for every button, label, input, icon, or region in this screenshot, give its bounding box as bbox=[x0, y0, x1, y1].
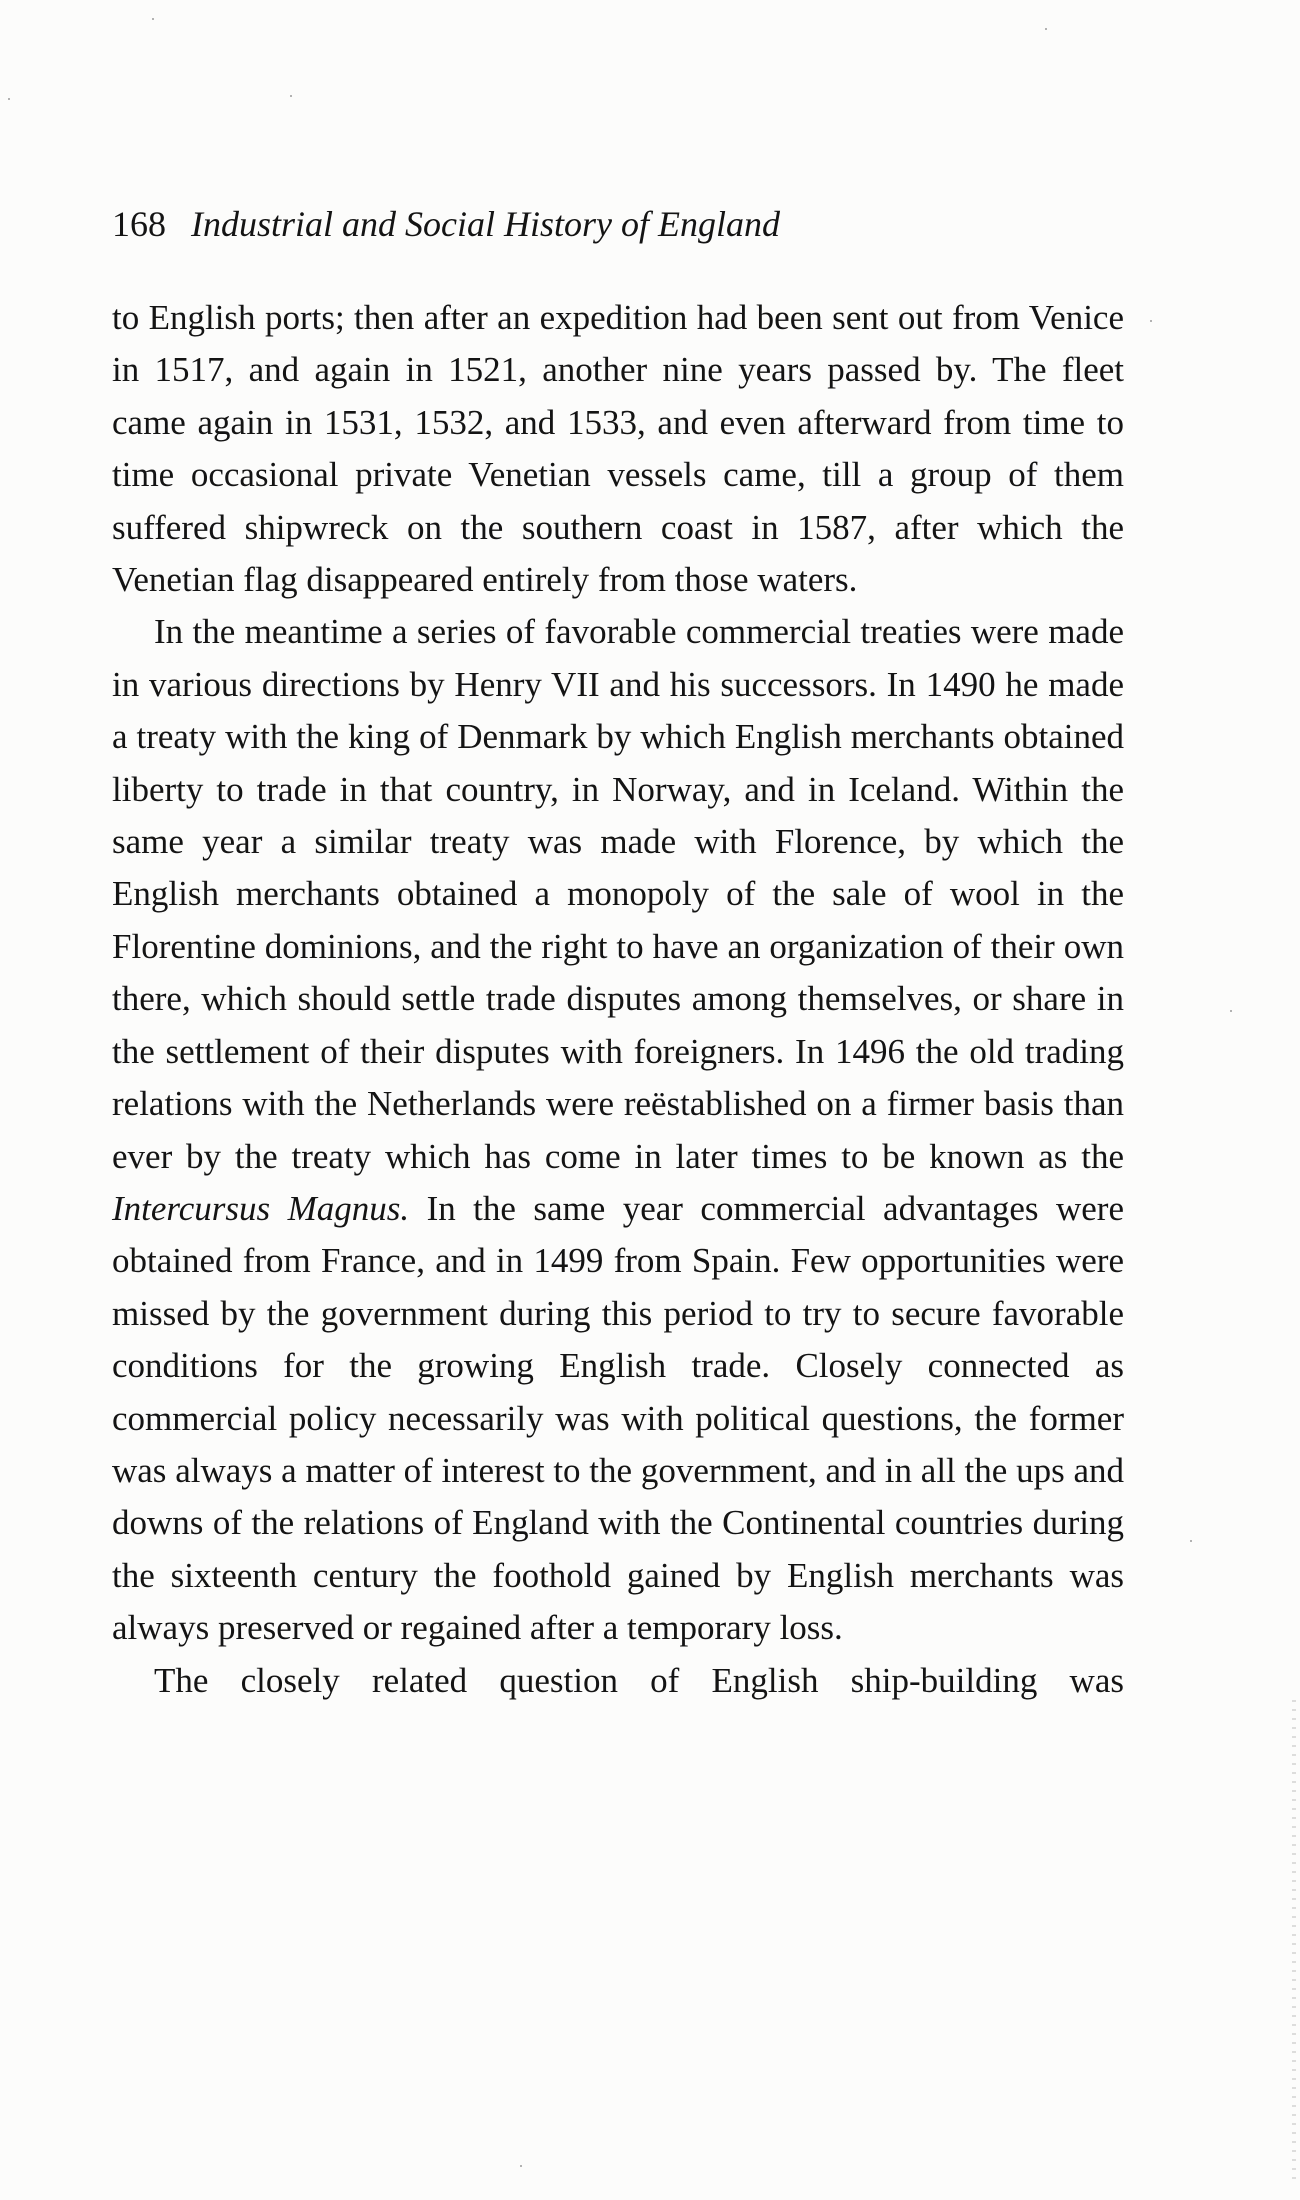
scan-speck bbox=[520, 2165, 522, 2167]
paragraph-2-text-before: In the meantime a series of favorable commercial treaties were made in various directions by Henry VII and his successors. In 1490 he made a treaty with the king of Denmark by which English merchants obtained liberty to trade in that country, in Norway, and in Iceland. Within the same year a similar treaty was made with Florence, by which the English merchants obtained a monopoly of the sale of wool in the Florentine dominions, and the right to have an organization of their own there, which should settle trade disputes among themselves, or share in the settlement of their disputes with foreigners. In 1496 the old trading relations with the Netherlands were reëstablished on a firmer basis than ever by the treaty which has come in later times to be known as the bbox=[112, 612, 1124, 1176]
running-title: Industrial and Social History of England bbox=[191, 204, 780, 244]
scan-speck bbox=[1045, 28, 1047, 30]
scan-edge-marks bbox=[1292, 1700, 1296, 2180]
paragraph-3: The closely related question of English ship-building was bbox=[154, 1660, 1124, 1700]
running-header bbox=[112, 198, 1122, 250]
body-text bbox=[112, 292, 1124, 1707]
intercursus-magnus-italic: Intercursus Magnus. bbox=[112, 1188, 410, 1228]
scan-speck bbox=[1190, 1540, 1192, 1542]
paragraph-1: to English ports; then after an expedition had been sent out from Venice in 1517, and again in 1521, another nine years passed by. The fleet came again in 1531, 1532, and 1533, and even afterward from time to time occasional private Venetian vessels came, till a group of them suffered shipwreck on the southern coast in 1587, after which the Venetian flag disappeared entirely from those waters. bbox=[112, 298, 1124, 600]
scan-speck bbox=[1230, 1010, 1232, 1012]
page-number: 168 bbox=[112, 204, 166, 244]
paragraph-2 bbox=[112, 606, 1124, 1654]
scan-speck bbox=[290, 95, 292, 97]
scan-speck bbox=[1150, 320, 1152, 322]
paragraph-2-text-after: In the same year commercial advantages were obtained from France, and in 1499 from Spain. Few opportunities were missed by the government during this period to try to secure favorable conditions for the growing English trade. Closely connected as commercial policy necessarily was with political questions, the former was always a matter of interest to the government, and in all the ups and downs of the relations of England with the Continental countries during the sixteenth century the foothold gained by English merchants was always preserved or regained after a temporary loss. bbox=[112, 1188, 1124, 1648]
scan-speck bbox=[8, 98, 10, 100]
scan-speck bbox=[152, 18, 154, 20]
